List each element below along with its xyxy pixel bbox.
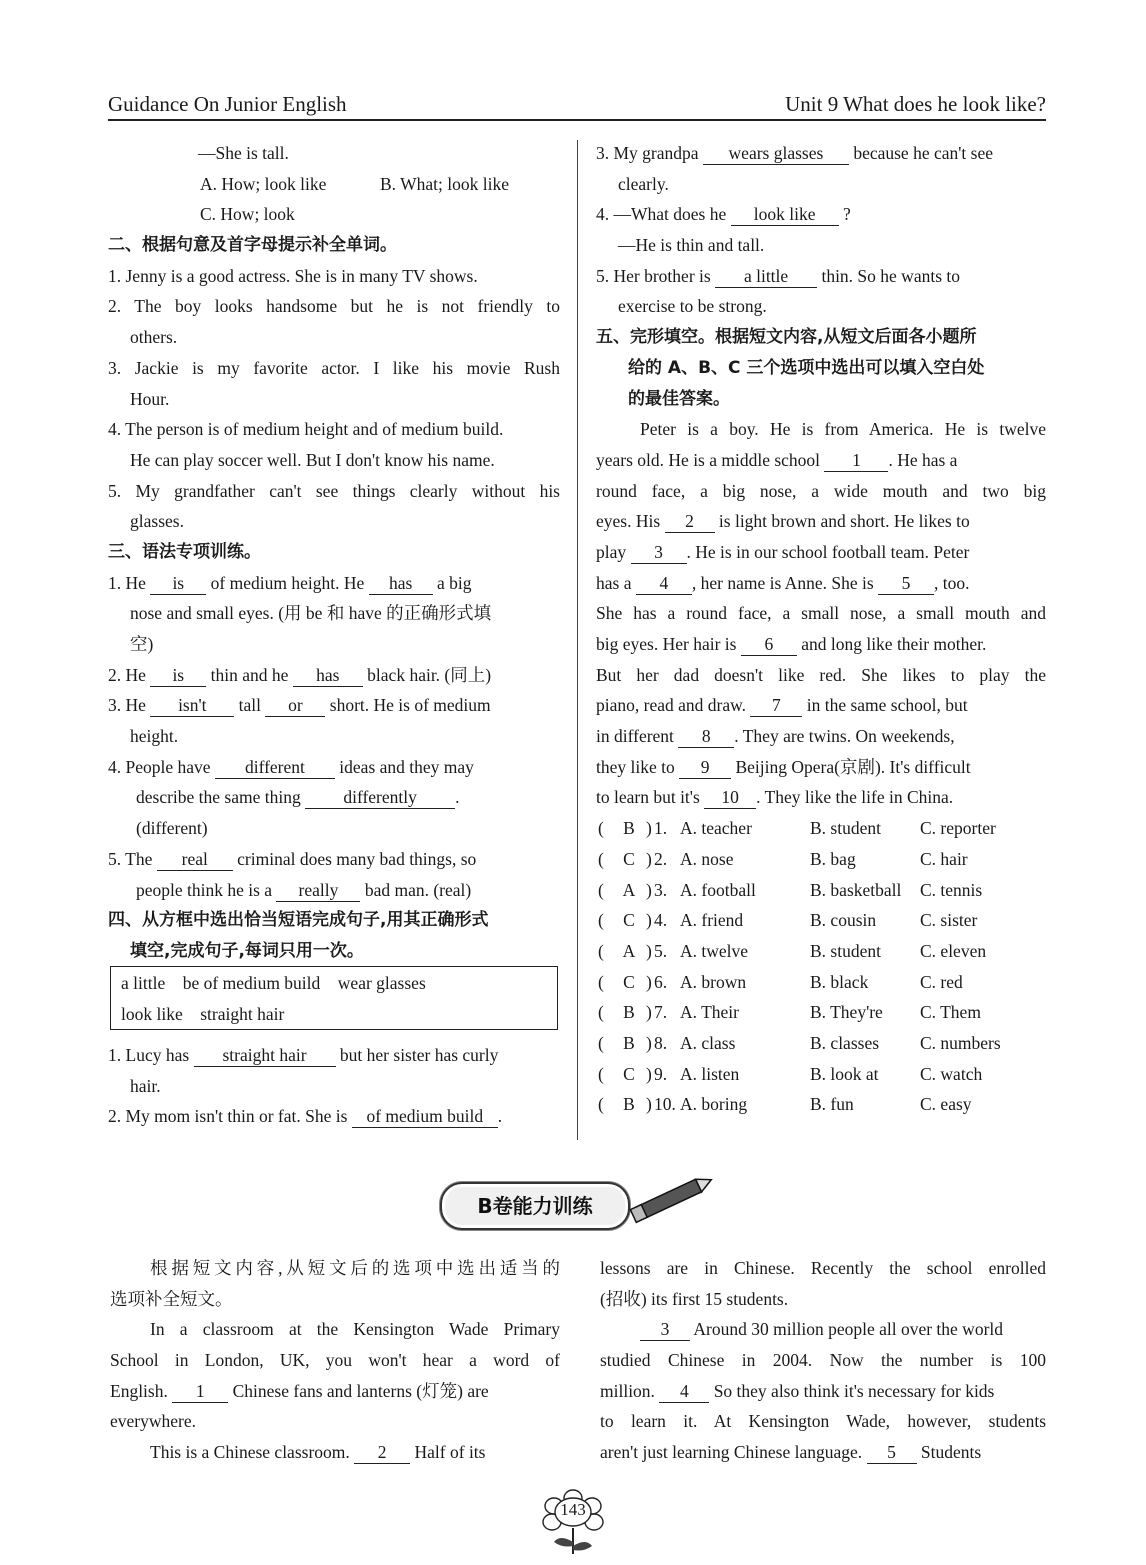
blank-answer: has — [369, 572, 433, 595]
answer-line: —She is tall. — [198, 143, 289, 163]
s4-item-1-cont: hair. — [130, 1075, 161, 1096]
option-a: A. twelve — [680, 940, 749, 961]
phrase: be of medium build — [182, 973, 321, 993]
passage-line: million. 4 So they also think it's necessary for kids — [600, 1380, 995, 1401]
chosen-answer: A — [622, 879, 636, 900]
blank-answer: or — [265, 694, 325, 717]
choice-row: ( B ) 1. A. teacher B. student C. reporter — [596, 813, 1046, 844]
cloze-blank: 1 — [824, 449, 888, 472]
chosen-answer: C — [623, 848, 635, 869]
phrase: straight hair — [200, 1003, 285, 1024]
cloze-blank: 4 — [636, 572, 692, 595]
s3-item-4-hint: (different) — [136, 818, 208, 839]
s3-item-2: 2. He is thin and he has black hair. (同上) — [108, 664, 492, 685]
passage-line: to learn it. At Kensington Wade, however, students — [600, 1411, 1046, 1432]
choice-number: 1. — [654, 818, 668, 839]
option-a: A. nose — [680, 848, 734, 869]
option-b: B. basketball — [810, 879, 902, 900]
choice-row: ( C ) 6. A. brown B. black C. red — [596, 967, 1046, 998]
passage-line: play 3 . He is in our school football team. Peter — [596, 541, 970, 562]
bottom-right-column — [600, 1253, 1046, 1468]
choice-row: ( C ) 4. A. friend B. cousin C. sister — [596, 905, 1046, 936]
passage-line: big eyes. Her hair is 6 and long like their mother. — [596, 634, 987, 654]
section-banner — [440, 1182, 630, 1230]
choice-number: 2. — [654, 848, 668, 869]
option-b: B. black — [810, 971, 869, 992]
phrase: wear glasses — [337, 973, 426, 993]
option-c: C. hair — [920, 848, 968, 869]
option-c: C. eleven — [920, 940, 987, 961]
phrase-row — [121, 999, 547, 1030]
option-c: C. How; look — [200, 204, 295, 225]
blank-answer: straight hair — [194, 1044, 336, 1067]
passage-line: English. 1 Chinese fans and lanterns (灯笼) are — [110, 1380, 489, 1401]
passage-line: School in London, UK, you won't hear a word of — [110, 1350, 560, 1371]
instruction-line: 根据短文内容,从短文后的选项中选出适当的 — [150, 1258, 560, 1278]
passage-line: aren't just learning Chinese language. 5 Students — [600, 1442, 982, 1463]
passage-line: (招收) its first 15 students. — [600, 1288, 789, 1309]
s2-item-2: 2. The boy looks handsome but he is not friendly to — [108, 296, 560, 317]
option-c: C. tennis — [920, 879, 983, 900]
s2-item-2-cont: others. — [130, 327, 178, 348]
s3-item-3: 3. He isn't tall or short. He is of medium — [108, 695, 491, 716]
blank-answer: has — [293, 664, 363, 687]
s3-item-1-cont2: 空) — [130, 634, 154, 654]
s4-item-4: 4. —What does he look like ? — [596, 204, 851, 225]
choice-number: 10. — [654, 1094, 676, 1115]
section-2-title: 二、根据句意及首字母提示补全单词。 — [108, 235, 397, 256]
s3-item-3-cont: height. — [130, 726, 179, 747]
s4-item-5: 5. Her brother is a little thin. So he wants to — [596, 265, 960, 286]
left-column-tail — [108, 1040, 560, 1132]
chosen-answer: B — [623, 1094, 635, 1115]
s3-item-4-cont: describe the same thing differently . — [136, 787, 460, 808]
s2-item-4-cont: He can play soccer well. But I don't know his name. — [130, 449, 495, 470]
s2-item-1: 1. Jenny is a good actress. She is in many TV shows. — [108, 265, 478, 286]
choice-row: ( C ) 9. A. listen B. look at C. watch — [596, 1059, 1046, 1090]
cloze-blank: 1 — [172, 1380, 228, 1403]
chosen-answer: B — [623, 1032, 635, 1053]
choice-row: ( B ) 8. A. class B. classes C. numbers — [596, 1028, 1046, 1059]
blank-answer: really — [276, 879, 360, 902]
section-4-title: 四、从方框中选出恰当短语完成句子,用其正确形式 — [108, 910, 489, 931]
blank-answer: different — [215, 756, 335, 779]
choice-row: ( A ) 5. A. twelve B. student C. eleven — [596, 936, 1046, 967]
option-a: A. Their — [680, 1002, 739, 1023]
passage-line: But her dad doesn't like red. She likes to play the — [596, 664, 1046, 685]
s3-item-5-cont: people think he is a really bad man. (real) — [136, 879, 472, 900]
option-c: C. watch — [920, 1063, 983, 1084]
passage-line: lessons are in Chinese. Recently the school enrolled — [600, 1258, 1046, 1278]
running-header-right: Unit 9 What does he look like? — [785, 92, 1046, 116]
chosen-answer: C — [623, 971, 635, 992]
option-b: B. student — [810, 940, 881, 961]
blank-answer: differently — [305, 786, 455, 809]
s2-item-3-cont: Hour. — [130, 388, 170, 409]
section-3-title: 三、语法专项训练。 — [108, 541, 261, 562]
s3-item-4: 4. People have different ideas and they may — [108, 756, 474, 777]
option-c: C. sister — [920, 910, 978, 931]
option-a: A. How; look like — [200, 173, 327, 194]
s3-item-1-cont: nose and small eyes. (用 be 和 have 的正确形式填 — [130, 603, 492, 624]
passage-line: they like to 9 Beijing Opera(京剧). It's difficult — [596, 756, 971, 777]
cloze-blank: 2 — [665, 510, 715, 533]
choice-number: 4. — [654, 910, 668, 931]
s4-item-5-cont: exercise to be strong. — [618, 296, 767, 317]
s3-item-5: 5. The real criminal does many bad things, so — [108, 848, 477, 869]
s2-item-4: 4. The person is of medium height and of medium build. — [108, 419, 504, 440]
passage-line: in different 8 . They are twins. On weekends, — [596, 726, 955, 747]
passage-line: In a classroom at the Kensington Wade Primary — [150, 1319, 560, 1340]
option-a: A. friend — [680, 910, 744, 931]
passage-line: everywhere. — [110, 1411, 196, 1432]
choice-number: 6. — [654, 971, 668, 992]
section-5-title-3: 的最佳答案。 — [628, 388, 730, 409]
choice-number: 9. — [654, 1063, 668, 1084]
cloze-blank: 5 — [878, 572, 934, 595]
cloze-blank: 6 — [741, 633, 797, 656]
choice-number: 3. — [654, 879, 668, 900]
section-4-title-2: 填空,完成句子,每词只用一次。 — [130, 940, 364, 961]
s4-item-3: 3. My grandpa wears glasses because he can't see — [596, 143, 993, 163]
cloze-blank: 3 — [631, 541, 687, 564]
s3-item-1: 1. He is of medium height. He has a big — [108, 572, 472, 593]
phrase: look like — [121, 1003, 183, 1024]
option-c: C. easy — [920, 1094, 972, 1115]
blank-answer: a little — [715, 265, 817, 288]
cloze-blank: 5 — [867, 1441, 917, 1464]
s4-item-2: 2. My mom isn't thin or fat. She is of medium build . — [108, 1106, 503, 1127]
s2-item-5-cont: glasses. — [130, 511, 184, 532]
option-b: B. student — [810, 818, 881, 839]
passage-line: to learn but it's 10 . They like the life in China. — [596, 787, 954, 808]
option-b: B. look at — [810, 1063, 879, 1084]
chosen-answer: B — [623, 1002, 635, 1023]
option-b: B. They're — [810, 1002, 883, 1023]
option-b: B. What; look like — [380, 173, 509, 194]
passage-line: has a 4 , her name is Anne. She is 5 , too. — [596, 572, 970, 593]
s2-item-5: 5. My grandfather can't see things clearly without his — [108, 480, 560, 501]
blank-answer: wears glasses — [703, 142, 849, 165]
chosen-answer: B — [623, 818, 635, 839]
instruction-line: 选项补全短文。 — [110, 1288, 233, 1309]
s4-item-1: 1. Lucy has straight hair but her sister has curly — [108, 1045, 499, 1065]
s4-item-3-cont: clearly. — [618, 173, 669, 194]
option-b: B. classes — [810, 1032, 880, 1053]
pencil-icon — [620, 1170, 720, 1230]
cloze-blank: 2 — [354, 1441, 410, 1464]
choice-number: 5. — [654, 940, 668, 961]
options-line — [108, 169, 560, 200]
option-a: A. class — [680, 1032, 736, 1053]
option-c: C. numbers — [920, 1032, 1001, 1053]
option-b: B. cousin — [810, 910, 877, 931]
choice-row: ( A ) 3. A. football B. basketball C. tennis — [596, 875, 1046, 906]
choice-number: 7. — [654, 1002, 668, 1023]
cloze-blank: 3 — [640, 1318, 690, 1341]
right-column — [596, 138, 1046, 1120]
option-c: C. red — [920, 971, 963, 992]
answer-choices-list — [596, 813, 1046, 1120]
column-divider — [577, 140, 578, 1140]
phrase-row — [121, 968, 547, 999]
option-b: B. fun — [810, 1094, 854, 1115]
blank-answer: real — [157, 848, 233, 871]
chosen-answer: C — [623, 1063, 635, 1084]
passage-line: eyes. His 2 is light brown and short. He likes to — [596, 511, 970, 532]
passage-line: She has a round face, a small nose, a small mouth and — [596, 603, 1046, 624]
option-a: A. brown — [680, 971, 747, 992]
cloze-blank: 10 — [704, 786, 756, 809]
chosen-answer: C — [623, 910, 635, 931]
choice-row: ( B ) 7. A. Their B. They're C. Them — [596, 997, 1046, 1028]
section-5-title: 五、完形填空。根据短文内容,从短文后面各小题所 — [596, 327, 977, 348]
page-number: 143 — [560, 1500, 586, 1519]
cloze-blank: 9 — [679, 756, 731, 779]
cloze-blank: 4 — [659, 1380, 709, 1403]
banner-title: B卷能力训练 — [477, 1194, 593, 1218]
passage-line: Peter is a boy. He is from America. He is twelve — [640, 419, 1046, 440]
header-rule — [108, 119, 1046, 121]
bottom-left-column — [110, 1253, 560, 1468]
choice-number: 8. — [654, 1032, 668, 1053]
option-a: A. teacher — [680, 818, 752, 839]
cloze-blank: 8 — [678, 725, 734, 748]
passage-line: years old. He is a middle school 1 . He has a — [596, 449, 958, 470]
passage-line: piano, read and draw. 7 in the same school, but — [596, 695, 968, 716]
option-c: C. reporter — [920, 818, 996, 839]
choice-row: ( B ) 10. A. boring B. fun C. easy — [596, 1089, 1046, 1120]
s2-item-3: 3. Jackie is my favorite actor. I like his movie Rush — [108, 357, 560, 378]
cloze-blank: 7 — [750, 694, 802, 717]
phrase-box — [110, 966, 558, 1030]
left-column — [108, 138, 560, 967]
chosen-answer: A — [622, 940, 636, 961]
blank-answer: isn't — [150, 694, 234, 717]
choice-row: ( C ) 2. A. nose B. bag C. hair — [596, 844, 1046, 875]
blank-answer: is — [150, 572, 206, 595]
option-a: A. boring — [680, 1094, 748, 1115]
option-a: A. football — [680, 879, 756, 900]
blank-answer: of medium build — [352, 1105, 498, 1128]
running-header-left: Guidance On Junior English — [108, 92, 347, 116]
passage-line: This is a Chinese classroom. 2 Half of its — [150, 1442, 486, 1463]
passage-line: 3 Around 30 million people all over the world — [600, 1314, 1046, 1345]
s4-item-4-cont: —He is thin and tall. — [618, 235, 765, 256]
option-c: C. Them — [920, 1002, 981, 1023]
blank-answer: is — [150, 664, 206, 687]
passage-line: round face, a big nose, a wide mouth and two big — [596, 480, 1046, 501]
section-5-title-2: 给的 A、B、C 三个选项中选出可以填入空白处 — [628, 357, 985, 378]
passage-line: studied Chinese in 2004. Now the number is 100 — [600, 1350, 1046, 1371]
option-a: A. listen — [680, 1063, 740, 1084]
blank-answer: look like — [731, 203, 839, 226]
option-b: B. bag — [810, 848, 856, 869]
phrase: a little — [121, 973, 166, 993]
